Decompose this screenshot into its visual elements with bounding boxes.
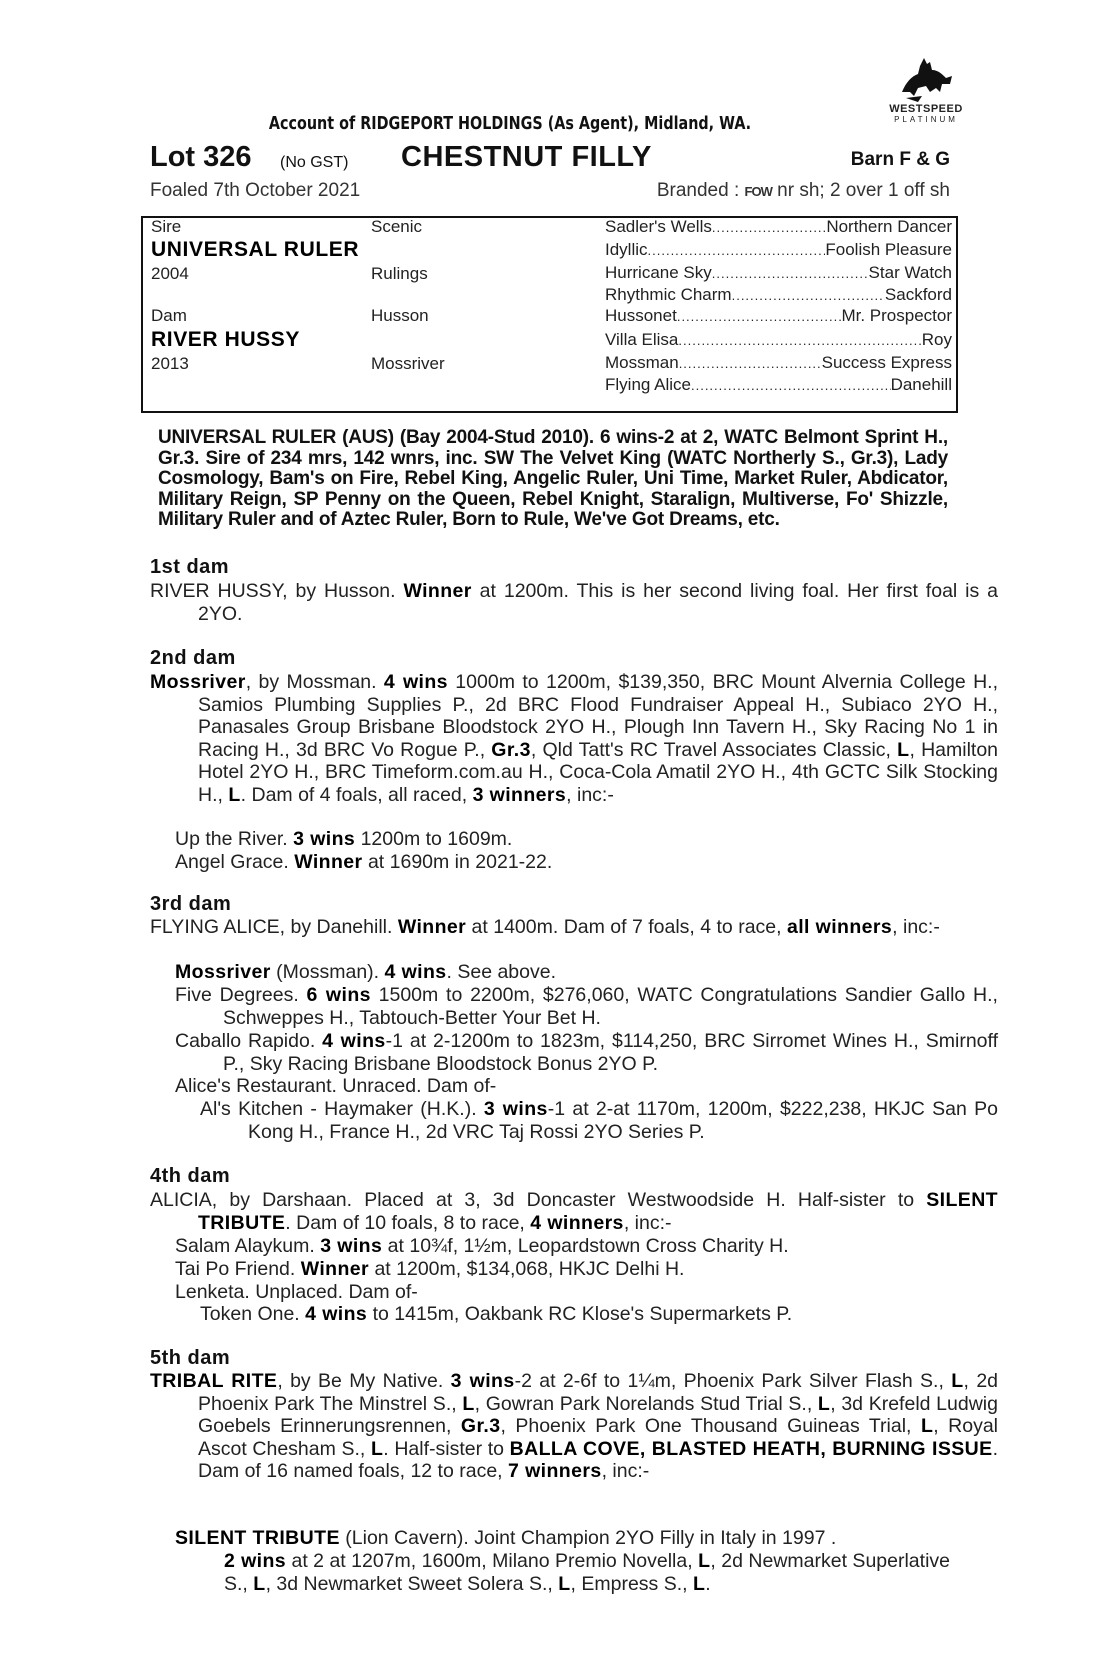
fourth-dam-grandfoal: Token One. 4 wins to 1415m, Oakbank RC Klose's Supermarkets P.	[200, 1303, 793, 1325]
third-dam-foal: Mossriver (Mossman). 4 wins. See above.	[175, 961, 557, 983]
third-dam-grandfoal: Al's Kitchen - Haymaker (H.K.). 3 wins-1 at 2-at 1170m, 1200m, $222,238, HKJC San Po Kong H., France H., 2d VRC Taj Rossi 2YO Series P.	[200, 1098, 998, 1143]
third-dam-foal: Caballo Rapido. 4 wins-1 at 2-1200m to 1823m, $114,250, BRC Sirromet Wines H., Smirnoff P., Sky Racing Brisbane Bloodstock Bonus 2YO P.	[175, 1030, 998, 1075]
ancestor-row	[605, 240, 952, 260]
pedigree-table	[141, 216, 958, 413]
fourth-dam-foal: Salam Alaykum. 3 wins at 10¾f, 1½m, Leopardstown Cross Charity H.	[175, 1235, 789, 1257]
branded-details: nr sh; 2 over 1 off sh	[777, 180, 950, 201]
third-dam-heading: 3rd dam	[150, 893, 232, 915]
ancestor-row	[605, 263, 952, 283]
brand-mark: FOW	[744, 184, 772, 199]
ancestor-name: Idyllic	[605, 240, 648, 259]
ancestor-name: Mossman	[605, 353, 679, 372]
branded-label: Branded :	[656, 180, 740, 201]
ancestor-sire: Sackford	[884, 285, 952, 304]
ancestor-sire: Success Express	[821, 353, 952, 372]
second-dam-text: Mossriver, by Mossman. 4 wins 1000m to 1200m, $139,350, BRC Mount Alvernia College H., Samios Plumbing Supplies P., 2d BRC Flood Fundraiser Appeal H., Subiaco 2YO H., Panasales Group Brisbane Bloodstock 2YO H., Plough Inn Tavern H., Sky Racing No 1 in Racing H., 3d BRC Vo Rogue P., Gr.3, Qld Tatt's RC Travel Associates Classic, L, Hamilton Hotel 2YO H., BRC Timeform.com.au H., Coca-Cola Amatil 2YO H., 4th GCTC Silk Stocking H., L. Dam of 4 foals, all raced, 3 winners, inc:-	[150, 671, 999, 806]
fifth-dam-heading: 5th dam	[150, 1347, 231, 1369]
fifth-dam-foal: SILENT TRIBUTE (Lion Cavern). Joint Champion 2YO Filly in Italy in 1997 .	[175, 1527, 837, 1549]
dam-sire: Husson	[371, 306, 429, 325]
fourth-dam-heading: 4th dam	[150, 1165, 231, 1187]
branded-info	[657, 180, 950, 202]
second-dam-heading: 2nd dam	[150, 647, 236, 669]
ancestor-sire: Star Watch	[868, 263, 952, 282]
ancestor-row	[605, 217, 952, 237]
sire-year: 2004	[151, 264, 189, 283]
logo-wordmark: WESTSPEED	[889, 103, 963, 115]
sire-sire: Scenic	[371, 217, 423, 236]
third-dam-foal: Five Degrees. 6 wins 1500m to 2200m, $276,060, WATC Congratulations Sandier Gallo H., Schweppes H., Tabtouch-Better Your Bet H.	[175, 984, 998, 1029]
dam-year: 2013	[151, 354, 189, 373]
dam-dam: Mossriver	[371, 354, 445, 373]
ancestor-name: Villa Elisa	[605, 330, 679, 349]
ancestor-sire: Danehill	[890, 375, 952, 394]
dam-label: Dam	[151, 306, 187, 325]
ancestor-row	[605, 285, 952, 305]
first-dam-text: RIVER HUSSY, by Husson. Winner at 1200m. This is her second living foal. Her first foal is a 2YO.	[150, 580, 998, 625]
logo-subtitle: PLATINUM	[894, 115, 958, 124]
gst-note: (No GST)	[280, 154, 349, 171]
ancestor-name: Hurricane Sky	[605, 263, 712, 282]
fifth-dam-text: TRIBAL RITE, by Be My Native. 3 wins-2 at 2-6f to 1¼m, Phoenix Park Silver Flash S., L, 2d Phoenix Park The Minstrel S., L, Gowran Park Norelands Stud Trial S., L, 3d Krefeld Ludwig Goebels Erinnerungsrennen, Gr.3, Phoenix Park One Thousand Guineas Trial, L, Royal Ascot Chesham S., L. Half-sister to BALLA COVE, BLASTED HEATH, BURNING ISSUE. Dam of 16 named foals, 12 to race, 7 winners, inc:-	[150, 1370, 999, 1482]
first-dam-heading: 1st dam	[150, 556, 230, 578]
lot-number: Lot 326	[150, 141, 252, 173]
fourth-dam-text: ALICIA, by Darshaan. Placed at 3, 3d Doncaster Westwoodside H. Half-sister to SILENT TRIBUTE. Dam of 10 foals, 8 to race, 4 winners, inc:-	[150, 1189, 998, 1234]
ancestor-row	[605, 353, 952, 373]
ancestor-sire: Northern Dancer	[826, 217, 952, 236]
sire-name: UNIVERSAL RULER	[151, 238, 360, 261]
ancestor-row	[605, 330, 952, 350]
dam-name: RIVER HUSSY	[151, 328, 300, 351]
foaling-row	[150, 180, 950, 204]
fifth-dam-foal-record: 2 wins at 2 at 1207m, 1600m, Milano Premio Novella, L, 2d Newmarket Superlative S., L, 3d Newmarket Sweet Solera S., L, Empress S., L.	[224, 1550, 950, 1595]
barn-location: Barn F & G	[850, 149, 950, 170]
ancestor-sire: Mr. Prospector	[841, 306, 952, 325]
fourth-dam-foal: Tai Po Friend. Winner at 1200m, $134,068, HKJC Delhi H.	[175, 1258, 685, 1280]
third-dam-text: FLYING ALICE, by Danehill. Winner at 1400m. Dam of 7 foals, 4 to race, all winners, inc:-	[150, 916, 940, 938]
sire-summary: UNIVERSAL RULER (AUS) (Bay 2004-Stud 2010). 6 wins-2 at 2, WATC Belmont Sprint H., Gr.3. Sire of 234 mrs, 142 wnrs, inc. SW The Velvet King (WATC Northerly S., Gr.3), Lady Cosmology, Bam's on Fire, Rebel King, Angelic Ruler, Uni Time, Market Ruler, Abdicator, Military Reign, SP Penny on the Queen, Rebel Knight, Staralign, Multiverse, Fo' Shizzle, Military Ruler and of Aztec Ruler, Born to Rule, We've Got Dreams, etc.	[158, 427, 948, 530]
vendor-account: Account of RIDGEPORT HOLDINGS (As Agent), Midland, WA.	[268, 114, 752, 134]
lot-title: CHESTNUT FILLY	[401, 141, 652, 173]
foaled-date: Foaled 7th October 2021	[150, 180, 361, 201]
ancestor-name: Sadler's Wells	[605, 217, 712, 236]
ancestor-sire: Roy	[921, 330, 952, 349]
lot-row	[150, 141, 950, 177]
horse-silhouette-icon	[896, 52, 956, 104]
second-dam-foal: Angel Grace. Winner at 1690m in 2021-22.	[175, 851, 553, 873]
sire-dam: Rulings	[371, 264, 428, 283]
ancestor-name: Rhythmic Charm	[605, 285, 732, 304]
second-dam-foal: Up the River. 3 wins 1200m to 1609m.	[175, 828, 513, 850]
ancestor-sire: Foolish Pleasure	[825, 240, 952, 259]
third-dam-foal: Alice's Restaurant. Unraced. Dam of-	[175, 1075, 497, 1097]
sire-label: Sire	[151, 217, 182, 236]
fourth-dam-foal: Lenketa. Unplaced. Dam of-	[175, 1281, 418, 1303]
ancestor-name: Hussonet	[605, 306, 677, 325]
ancestor-row	[605, 306, 952, 326]
westspeed-logo	[884, 52, 968, 138]
ancestor-name: Flying Alice	[605, 375, 691, 394]
ancestor-row	[605, 375, 952, 395]
